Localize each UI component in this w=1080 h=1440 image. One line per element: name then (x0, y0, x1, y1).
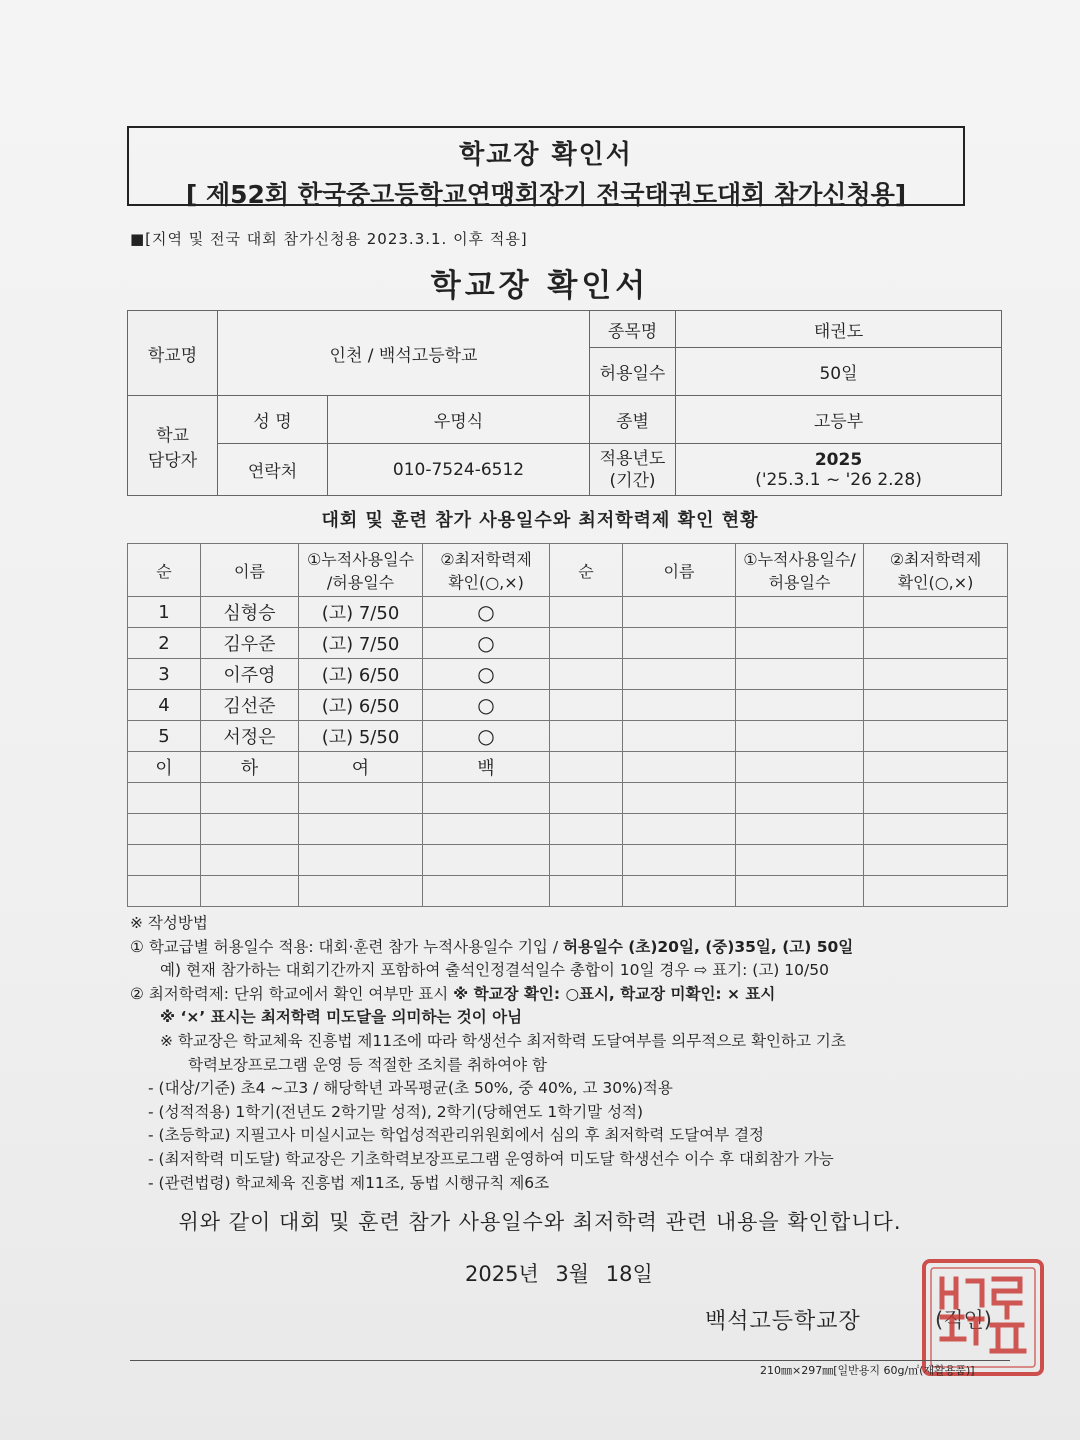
empty-cell (623, 721, 736, 752)
instruction-text: ② 최저학력제: 단위 학교에서 확인 여부만 표시 (130, 984, 454, 1003)
issue-date: 2025년 3월 18일 (465, 1262, 653, 1286)
instruction-line: 예) 현재 참가하는 대회기간까지 포함하여 출석인정결석일수 총합이 10일 경우 ⇨ 표기: (고) 10/50 (160, 961, 829, 980)
instruction-dash-line: - (최저학력 미도달) 학교장은 기초학력보장프로그램 운영하여 미도달 학생선수 이수 후 대회참가 가능 (148, 1149, 834, 1168)
empty-cell (736, 597, 864, 628)
title-box (127, 126, 965, 209)
year-cell (676, 444, 1002, 496)
empty-cell (299, 845, 423, 876)
event-value: 태권도 (676, 311, 1002, 348)
closing-mark: 백 (423, 752, 550, 783)
instruction-dash-line: - (초등학교) 지필고사 미실시교는 학업성적관리위원회에서 심의 후 최저학력 도달여부 결정 (148, 1126, 765, 1145)
row-days: (고) 7/50 (299, 597, 423, 628)
row-no: 5 (128, 721, 201, 752)
empty-cell (736, 876, 864, 907)
division-value: 고등부 (676, 396, 1002, 444)
row-days: (고) 7/50 (299, 628, 423, 659)
empty-cell (864, 628, 1008, 659)
contact-phone-label: 연락처 (218, 444, 328, 496)
empty-cell (623, 628, 736, 659)
empty-cell (550, 876, 623, 907)
table-row (128, 752, 1008, 783)
school-info-table (127, 310, 1002, 496)
allowed-days-label: 허용일수 (590, 348, 676, 396)
table-row (128, 814, 1008, 845)
row-days: (고) 5/50 (299, 721, 423, 752)
contact-group-label: 학교 담당자 (128, 396, 218, 496)
instruction-emphasis: ※ 학교장 확인: ○표시, 학교장 미확인: × 표시 (453, 984, 776, 1003)
empty-cell (423, 845, 550, 876)
empty-cell (550, 628, 623, 659)
empty-cell (550, 783, 623, 814)
empty-cell (864, 752, 1008, 783)
row-check: ○ (423, 690, 550, 721)
table-row (128, 783, 1008, 814)
row-days: (고) 6/50 (299, 659, 423, 690)
empty-cell (623, 659, 736, 690)
empty-cell (736, 690, 864, 721)
instruction-line: ※ ‘×’ 표시는 최저학력 미도달을 의미하는 것이 아님 (160, 1008, 523, 1027)
instruction-line (130, 983, 1030, 1007)
empty-cell (201, 814, 299, 845)
year-period: ('25.3.1 ~ '26 2.28) (755, 469, 922, 490)
school-name-value: 인천 / 백석고등학교 (218, 311, 590, 396)
row-check: ○ (423, 659, 550, 690)
empty-cell (864, 876, 1008, 907)
applicability-note: ■[지역 및 전국 대회 참가신청용 2023.3.1. 이후 적용] (130, 230, 528, 248)
empty-cell (864, 721, 1008, 752)
table-row (128, 628, 1008, 659)
closing-mark: 이 (128, 752, 201, 783)
col-header-days-2: ①누적사용일수/ 허용일수 (736, 544, 864, 597)
document-subtitle: [ 제52회 한국중고등학교연맹회장기 전국태권도대회 참가신청용] (185, 180, 907, 209)
empty-cell (423, 876, 550, 907)
empty-cell (299, 783, 423, 814)
instruction-dash-line: - (성적적용) 1학기(전년도 2학기말 성적), 2학기(당해연도 1학기말 성적) (148, 1102, 644, 1121)
empty-cell (623, 845, 736, 876)
instruction-dash-line: - (대상/기준) 초4 ~고3 / 해당학년 과목평균(초 50%, 중 40%, 고 30%)적용 (148, 1079, 673, 1098)
table-row (128, 690, 1008, 721)
table-row (128, 845, 1008, 876)
empty-cell (623, 783, 736, 814)
empty-cell (550, 690, 623, 721)
closing-mark: 여 (299, 752, 423, 783)
col-header-days: ①누적사용일수 /허용일수 (299, 544, 423, 597)
empty-cell (550, 845, 623, 876)
empty-cell (736, 628, 864, 659)
empty-cell (623, 814, 736, 845)
empty-cell (201, 845, 299, 876)
table-row (128, 659, 1008, 690)
row-check: ○ (423, 721, 550, 752)
col-header-check: ②최저학력제 확인(○,×) (423, 544, 550, 597)
empty-cell (128, 814, 201, 845)
table-row (128, 597, 1008, 628)
empty-cell (736, 752, 864, 783)
col-header-check-2: ②최저학력제 확인(○,×) (864, 544, 1008, 597)
empty-cell (864, 659, 1008, 690)
year-label: 적용년도 (기간) (590, 444, 676, 496)
footer-rule (130, 1360, 1010, 1361)
usage-table-body (128, 597, 1008, 907)
contact-name-label: 성 명 (218, 396, 328, 444)
col-header-name: 이름 (201, 544, 299, 597)
empty-cell (201, 783, 299, 814)
empty-cell (550, 721, 623, 752)
division-label: 종별 (590, 396, 676, 444)
row-no: 1 (128, 597, 201, 628)
empty-cell (623, 597, 736, 628)
empty-cell (736, 814, 864, 845)
seal-label: (직인) (935, 1308, 992, 1332)
row-name: 김우준 (201, 628, 299, 659)
empty-cell (623, 876, 736, 907)
empty-cell (299, 876, 423, 907)
confirmation-statement: 위와 같이 대회 및 훈련 참가 사용일수와 최저학력 관련 내용을 확인합니다. (178, 1210, 902, 1234)
instruction-line (130, 936, 1030, 960)
empty-cell (550, 659, 623, 690)
row-name: 서정은 (201, 721, 299, 752)
instruction-line: ※ 학교장은 학교체육 진흥법 제11조에 따라 학생선수 최저학력 도달여부를 의무적으로 확인하고 기초 (160, 1031, 846, 1050)
empty-cell (201, 876, 299, 907)
main-title: 학교장 확인서 (430, 268, 650, 304)
allowed-days-value: 50일 (676, 348, 1002, 396)
year-value: 2025 (814, 449, 863, 470)
col-header-no: 순 (128, 544, 201, 597)
empty-cell (128, 845, 201, 876)
empty-cell (736, 845, 864, 876)
empty-cell (864, 814, 1008, 845)
col-header-no-2: 순 (550, 544, 623, 597)
empty-cell (550, 752, 623, 783)
row-check: ○ (423, 597, 550, 628)
empty-cell (864, 597, 1008, 628)
usage-table (127, 543, 1008, 907)
instructions (130, 912, 1030, 1195)
empty-cell (299, 814, 423, 845)
empty-cell (423, 783, 550, 814)
document-title: 학교장 확인서 (459, 140, 633, 170)
table-row (128, 721, 1008, 752)
section-title: 대회 및 훈련 참가 사용일수와 최저학력제 확인 현황 (321, 510, 759, 531)
row-no: 2 (128, 628, 201, 659)
event-label: 종목명 (590, 311, 676, 348)
closing-mark: 하 (201, 752, 299, 783)
instruction-emphasis: 허용일수 (초)20일, (중)35일, (고) 50일 (562, 937, 854, 956)
instruction-text: ① 학교급별 허용일수 적용: 대회·훈련 참가 누적사용일수 기입 / (130, 937, 563, 956)
row-name: 이주영 (201, 659, 299, 690)
row-no: 3 (128, 659, 201, 690)
instruction-dash-line: - (관련법령) 학교체육 진흥법 제11조, 동법 시행규칙 제6조 (148, 1173, 550, 1192)
row-name: 김선준 (201, 690, 299, 721)
empty-cell (128, 876, 201, 907)
empty-cell (623, 752, 736, 783)
empty-cell (864, 783, 1008, 814)
principal-name: 백석고등학교장 (705, 1309, 861, 1334)
empty-cell (864, 845, 1008, 876)
instructions-heading: ※ 작성방법 (130, 914, 208, 932)
paper-spec: 210㎜×297㎜[일반용지 60g/㎡(재활용품)] (760, 1364, 975, 1377)
row-name: 심형승 (201, 597, 299, 628)
empty-cell (550, 597, 623, 628)
empty-cell (550, 814, 623, 845)
empty-cell (736, 783, 864, 814)
school-name-label: 학교명 (128, 311, 218, 396)
table-row (128, 876, 1008, 907)
instruction-line: 학력보장프로그램 운영 등 적절한 조치를 취하여야 함 (188, 1055, 547, 1074)
empty-cell (623, 690, 736, 721)
row-check: ○ (423, 628, 550, 659)
row-no: 4 (128, 690, 201, 721)
contact-phone-value: 010-7524-6512 (328, 444, 590, 496)
empty-cell (864, 690, 1008, 721)
empty-cell (736, 659, 864, 690)
empty-cell (736, 721, 864, 752)
empty-cell (423, 814, 550, 845)
row-days: (고) 6/50 (299, 690, 423, 721)
col-header-name-2: 이름 (623, 544, 736, 597)
contact-name-value: 우명식 (328, 396, 590, 444)
empty-cell (128, 783, 201, 814)
